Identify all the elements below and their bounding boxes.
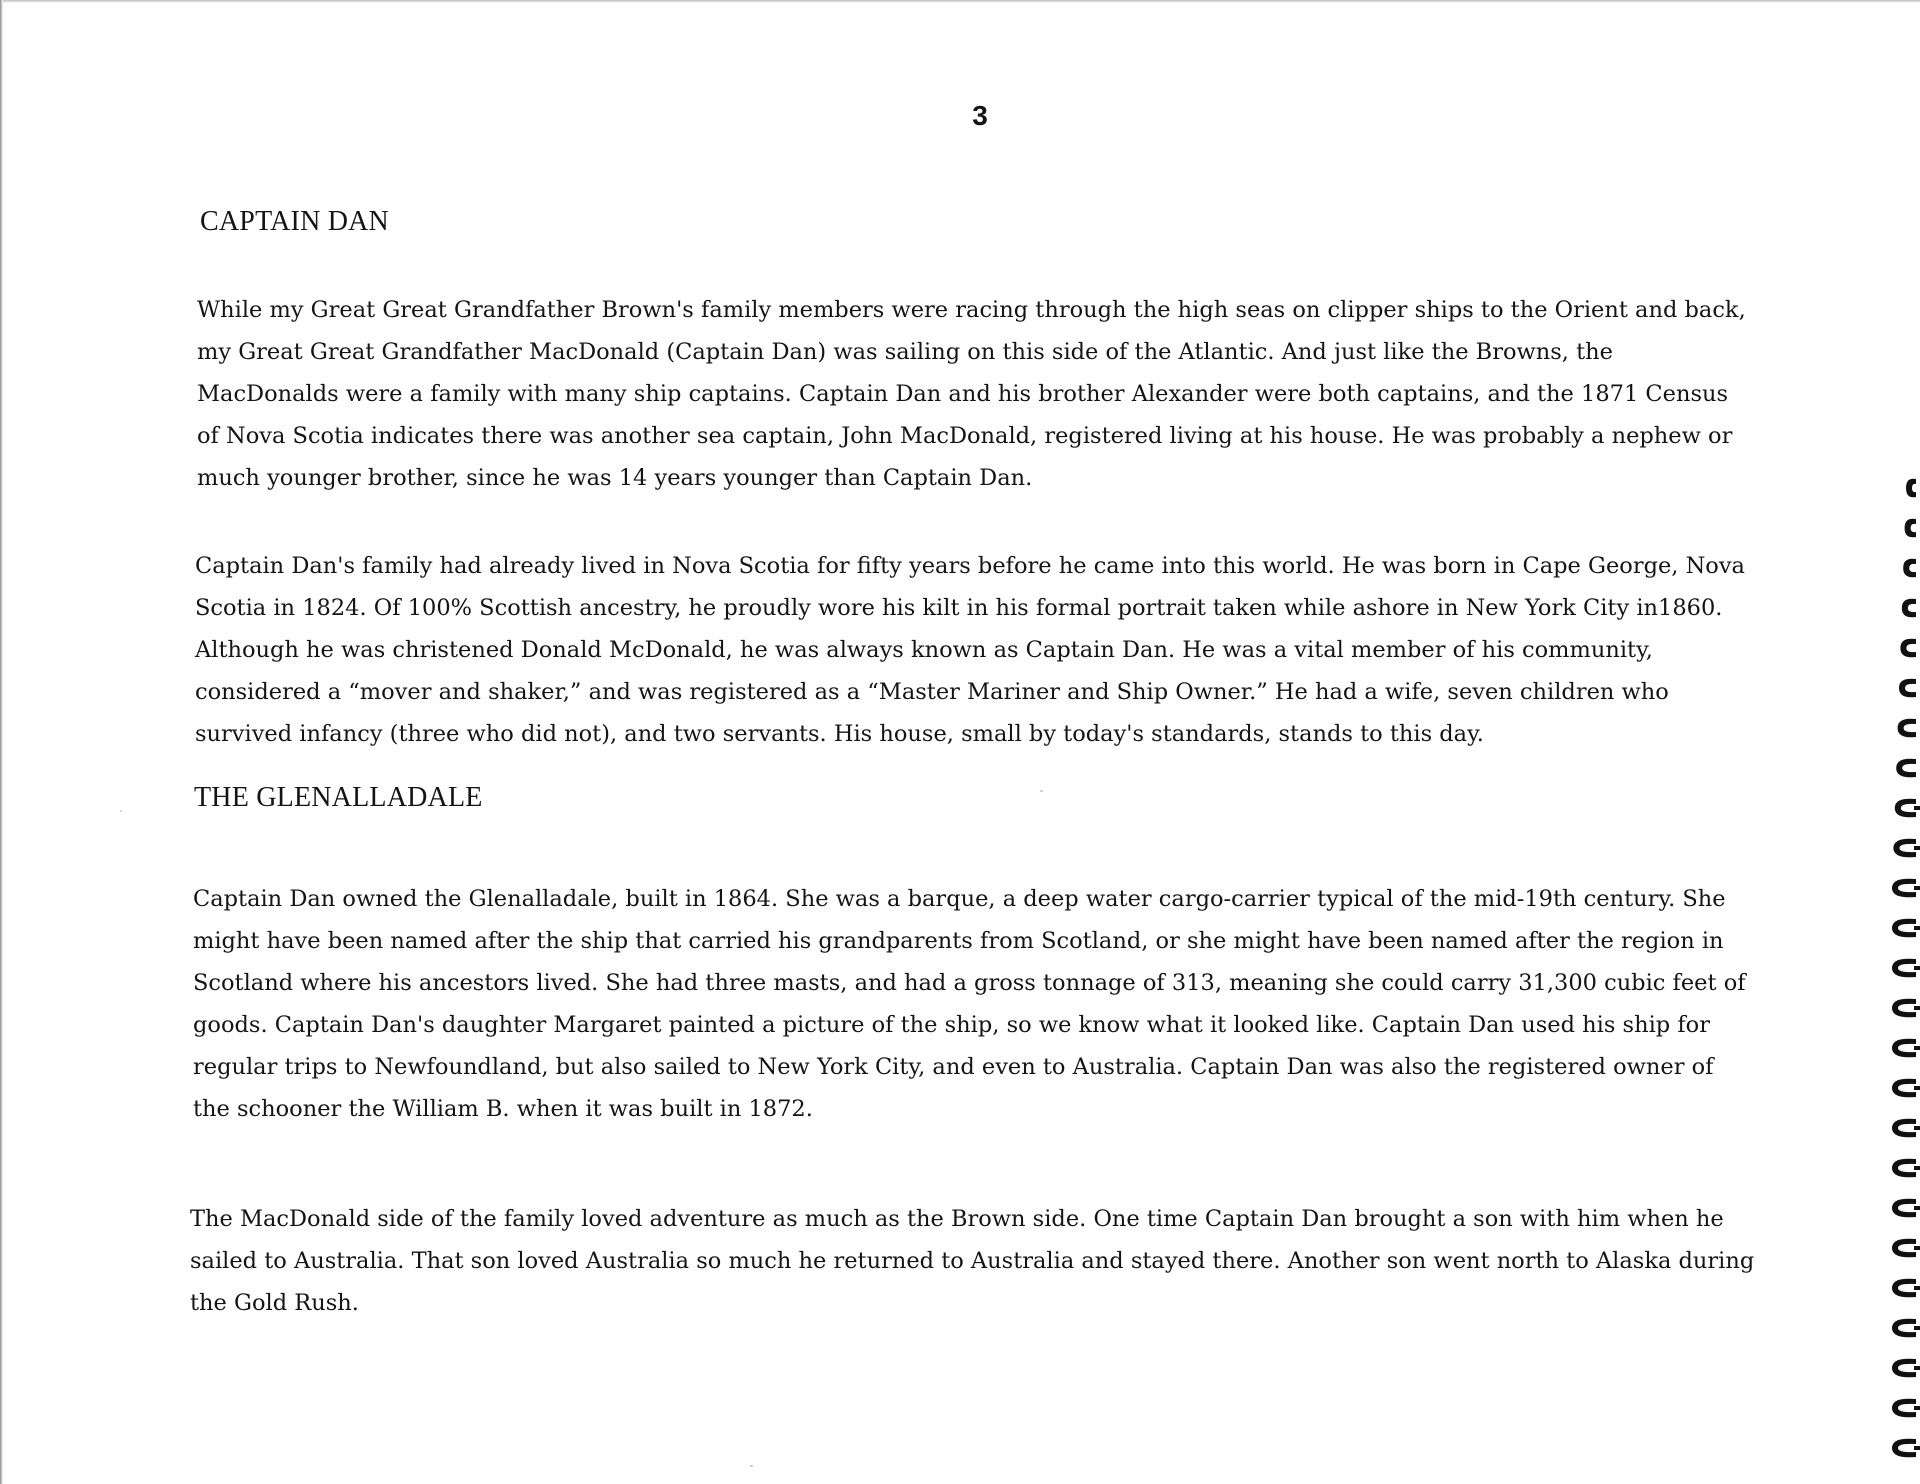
spiral-wire xyxy=(1914,1166,1920,1170)
spiral-loop xyxy=(1892,1359,1916,1378)
spiral-loop xyxy=(1892,1159,1916,1178)
spiral-loop xyxy=(1892,1319,1916,1338)
spiral-loop xyxy=(1896,759,1916,778)
spiral-loop xyxy=(1906,479,1916,498)
spiral-loop xyxy=(1892,1439,1916,1458)
page-number: 3 xyxy=(972,100,988,131)
page-left-edge xyxy=(0,0,3,1484)
spiral-loop xyxy=(1898,719,1916,738)
spiral-wire xyxy=(1914,886,1920,890)
spiral-loop xyxy=(1892,879,1916,898)
spiral-wire xyxy=(1914,966,1920,970)
spiral-loop xyxy=(1892,1039,1916,1058)
spiral-loop xyxy=(1895,799,1916,818)
spiral-wire xyxy=(1914,1326,1920,1330)
spiral-wire xyxy=(1914,926,1920,930)
spiral-loop xyxy=(1892,959,1916,978)
scan-speck xyxy=(120,810,122,812)
spiral-wire xyxy=(1914,1406,1920,1410)
paragraph-adventure: The MacDonald side of the family loved adventure as much as the Brown side. One time Captain Dan brought a son with him when he sailed to Australia. That son loved Australia so much he returned to Australia and stayed there. Another son went north to Alaska during the Gold Rush. xyxy=(190,1206,1755,1316)
spiral-loop xyxy=(1903,559,1916,578)
spiral-wire xyxy=(1914,1446,1920,1450)
spiral-wire xyxy=(1914,846,1920,850)
spiral-loop xyxy=(1900,639,1916,658)
spiral-loop xyxy=(1892,1079,1916,1098)
page-top-edge xyxy=(0,0,1920,3)
paragraph-glenalladale-ship: Captain Dan owned the Glenalladale, built in 1864. She was a barque, a deep water cargo-carrier typical of the mid-19th century. She might have been named after the ship that carried his grandparents from Scotland, or she might have been named after the region in Scotland where his ancestors lived. She had three masts, and had a gross tonnage of 313, meaning she could carry 31,300 cubic feet of goods. Captain Dan's daughter Margaret painted a picture of the ship, so we know what it looked like. Captain Dan used his ship for regular trips to Newfoundland, but also sailed to New York City, and even to Australia. Captain Dan was also the registered owner of the schooner the William B. when it was built in 1872. xyxy=(193,886,1746,1122)
spiral-loop xyxy=(1892,919,1916,938)
spiral-loop xyxy=(1892,1239,1916,1258)
spiral-loop xyxy=(1892,1119,1916,1138)
spiral-wire xyxy=(1914,1006,1920,1010)
spiral-wire xyxy=(1914,1366,1920,1370)
spiral-loop xyxy=(1892,1399,1916,1418)
paragraph-nova-scotia-family: Captain Dan's family had already lived in Nova Scotia for fifty years before he came into this world. He was born in Cape George, Nova Scotia in 1824. Of 100% Scottish ancestry, he proudly wore his kilt in his formal portrait taken while ashore in New York City in1860. Although he was christened Donald McDonald, he was always known as Captain Dan. He was a vital member of his community, considered a “mover and shaker,” and was registered as a “Master Mariner and Ship Owner.” He had a wife, seven children who survived infancy (three who did not), and two servants. His house, small by today's standards, stands to this day. xyxy=(195,553,1745,747)
spiral-wire xyxy=(1914,1046,1920,1050)
spiral-wire xyxy=(1914,1286,1920,1290)
paragraph-clipper-ships: While my Great Great Grandfather Brown's family members were racing through the high seas on clipper ships to the Orient and back, my Great Great Grandfather MacDonald (Captain Dan) was sailing on this side of the Atlantic. And just like the Browns, the MacDonalds were a family with many ship captains. Captain Dan and his brother Alexander were both captains, and the 1871 Census of Nova Scotia indicates there was another sea captain, John MacDonald, registered living at his house. He was probably a nephew or much younger brother, since he was 14 years younger than Captain Dan. xyxy=(197,297,1746,491)
spiral-wire xyxy=(1914,1126,1920,1130)
spiral-wire xyxy=(1914,806,1920,810)
section-heading-glenalladale: THE GLENALLADALE xyxy=(194,782,483,813)
spiral-loop xyxy=(1892,1279,1916,1298)
spiral-loop xyxy=(1899,679,1916,698)
spiral-loop xyxy=(1902,599,1916,618)
spiral-loop xyxy=(1893,839,1916,858)
spiral-loop xyxy=(1892,999,1916,1018)
scan-speck xyxy=(750,1465,753,1467)
spiral-loop xyxy=(1905,519,1916,538)
scan-speck xyxy=(1040,790,1043,792)
spiral-wire xyxy=(1914,1246,1920,1250)
section-heading-captain-dan: CAPTAIN DAN xyxy=(200,206,389,237)
spiral-wire xyxy=(1914,1086,1920,1090)
spiral-wire xyxy=(1914,1206,1920,1210)
spiral-loop xyxy=(1892,1199,1916,1218)
spiral-binding xyxy=(1868,470,1920,1470)
